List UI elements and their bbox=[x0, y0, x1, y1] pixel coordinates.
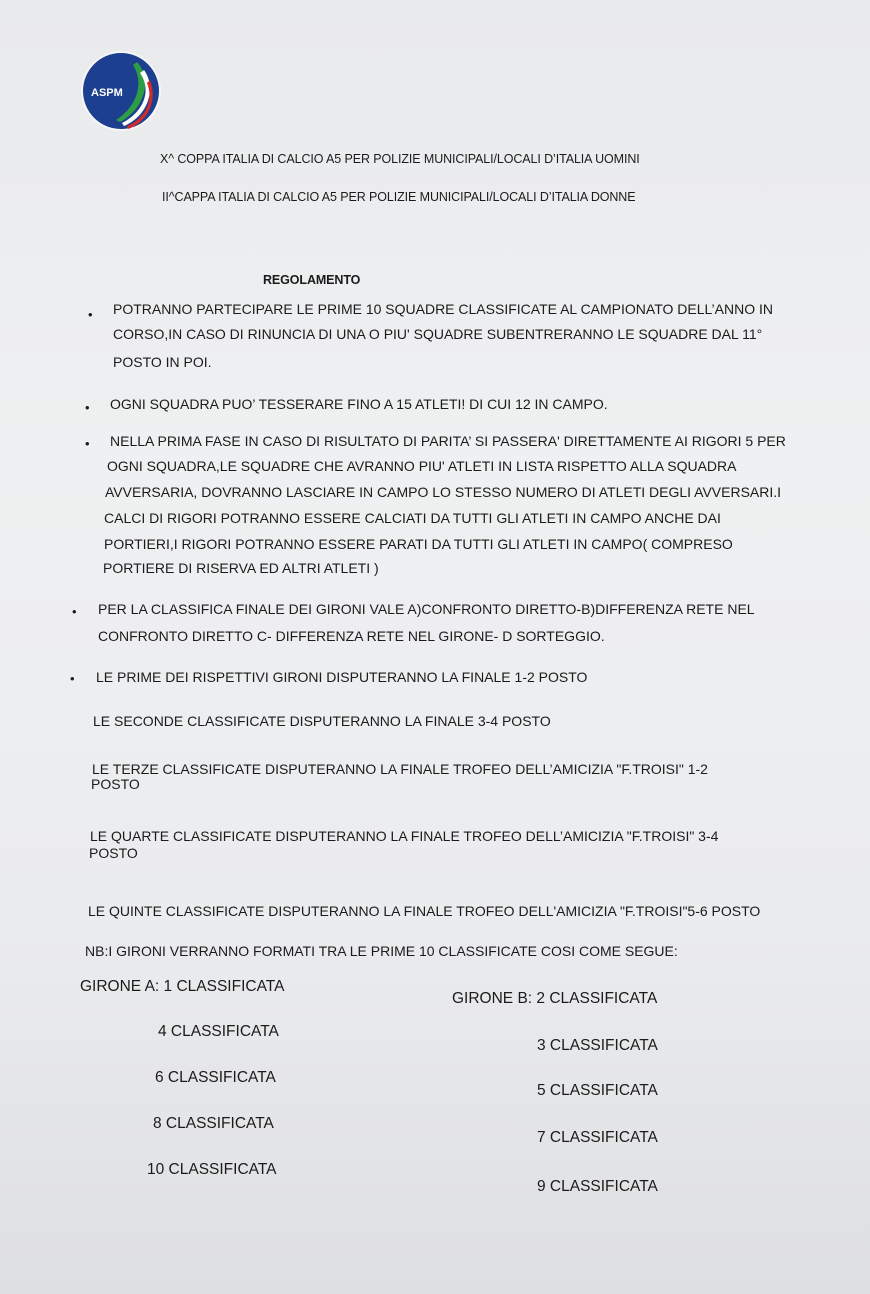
bullet-3-line-5: PORTIERI,I RIGORI POTRANNO ESSERE PARATI DA TUTTI GLI ATLETI IN CAMPO( COMPRESO bbox=[104, 536, 733, 552]
group-b-item: 9 CLASSIFICATA bbox=[537, 1178, 658, 1195]
bullet-4-line-2: CONFRONTO DIRETTO C- DIFFERENZA RETE NEL GIRONE- D SORTEGGIO. bbox=[98, 628, 605, 644]
bullet-dot: • bbox=[72, 604, 77, 619]
group-a-item: 10 CLASSIFICATA bbox=[147, 1161, 277, 1178]
title-women: II^CAPPA ITALIA DI CALCIO A5 PER POLIZIE MUNICIPALI/LOCALI D’ITALIA DONNE bbox=[162, 190, 636, 204]
paragraph-quarte-line-2: POSTO bbox=[89, 845, 138, 861]
title-men: X^ COPPA ITALIA DI CALCIO A5 PER POLIZIE MUNICIPALI/LOCALI D’ITALIA UOMINI bbox=[160, 152, 640, 166]
group-a-item: 8 CLASSIFICATA bbox=[153, 1115, 274, 1132]
bullet-1-line-1: POTRANNO PARTECIPARE LE PRIME 10 SQUADRE CLASSIFICATE AL CAMPIONATO DELL’ANNO IN bbox=[113, 301, 773, 317]
bullet-2-line-1: OGNI SQUADRA PUO’ TESSERARE FINO A 15 ATLETI! DI CUI 12 IN CAMPO. bbox=[110, 396, 608, 412]
heading: REGOLAMENTO bbox=[263, 273, 361, 287]
bullet-dot: • bbox=[85, 436, 90, 451]
paragraph-nb: NB:I GIRONI VERRANNO FORMATI TRA LE PRIME 10 CLASSIFICATE COSI COME SEGUE: bbox=[85, 943, 678, 959]
group-b-item: 5 CLASSIFICATA bbox=[537, 1082, 658, 1099]
svg-text:ASPM: ASPM bbox=[91, 87, 123, 99]
paragraph-seconde: LE SECONDE CLASSIFICATE DISPUTERANNO LA FINALE 3-4 POSTO bbox=[93, 713, 551, 729]
group-b-item: 3 CLASSIFICATA bbox=[537, 1037, 658, 1054]
aspm-logo bbox=[80, 50, 162, 132]
bullet-dot: • bbox=[70, 671, 75, 686]
bullet-1-line-2: CORSO,IN CASO DI RINUNCIA DI UNA O PIU' SQUADRE SUBENTRERANNO LE SQUADRE DAL 11° bbox=[113, 326, 763, 342]
bullet-5-line-1: LE PRIME DEI RISPETTIVI GIRONI DISPUTERANNO LA FINALE 1-2 POSTO bbox=[96, 669, 588, 685]
bullet-3-line-3: AVVERSARIA, DOVRANNO LASCIARE IN CAMPO LO STESSO NUMERO DI ATLETI DEGLI AVVERSARI.I bbox=[105, 484, 782, 500]
group-b-header: GIRONE B: 2 CLASSIFICATA bbox=[452, 990, 658, 1007]
paragraph-quarte-line-1: LE QUARTE CLASSIFICATE DISPUTERANNO LA FINALE TROFEO DELL’AMICIZIA "F.TROISI" 3-4 bbox=[90, 828, 719, 844]
bullet-3-line-2: OGNI SQUADRA,LE SQUADRE CHE AVRANNO PIU' ATLETI IN LISTA RISPETTO ALLA SQUADRA bbox=[107, 458, 737, 474]
group-b-item: 7 CLASSIFICATA bbox=[537, 1129, 658, 1146]
group-a-header: GIRONE A: 1 CLASSIFICATA bbox=[80, 978, 285, 995]
paragraph-terze-line-2: POSTO bbox=[91, 776, 140, 792]
group-a-item: 4 CLASSIFICATA bbox=[158, 1023, 279, 1040]
bullet-dot: • bbox=[85, 400, 90, 415]
bullet-dot: • bbox=[88, 307, 93, 322]
paragraph-quinte: LE QUINTE CLASSIFICATE DISPUTERANNO LA FINALE TROFEO DELL'AMICIZIA "F.TROISI"5-6 POSTO bbox=[88, 903, 761, 919]
paragraph-terze-line-1: LE TERZE CLASSIFICATE DISPUTERANNO LA FINALE TROFEO DELL’AMICIZIA "F.TROISI" 1-2 bbox=[92, 761, 708, 777]
bullet-3-line-4: CALCI DI RIGORI POTRANNO ESSERE CALCIATI DA TUTTI GLI ATLETI IN CAMPO ANCHE DAI bbox=[104, 510, 721, 526]
bullet-4-line-1: PER LA CLASSIFICA FINALE DEI GIRONI VALE A)CONFRONTO DIRETTO-B)DIFFERENZA RETE NEL bbox=[98, 601, 755, 617]
bullet-1-line-3: POSTO IN POI. bbox=[113, 354, 212, 370]
group-a-item: 6 CLASSIFICATA bbox=[155, 1069, 276, 1086]
bullet-3-line-1: NELLA PRIMA FASE IN CASO DI RISULTATO DI PARITA’ SI PASSERA' DIRETTAMENTE AI RIGORI 5 PER bbox=[110, 433, 786, 449]
bullet-3-line-6: PORTIERE DI RISERVA ED ALTRI ATLETI ) bbox=[103, 560, 379, 576]
